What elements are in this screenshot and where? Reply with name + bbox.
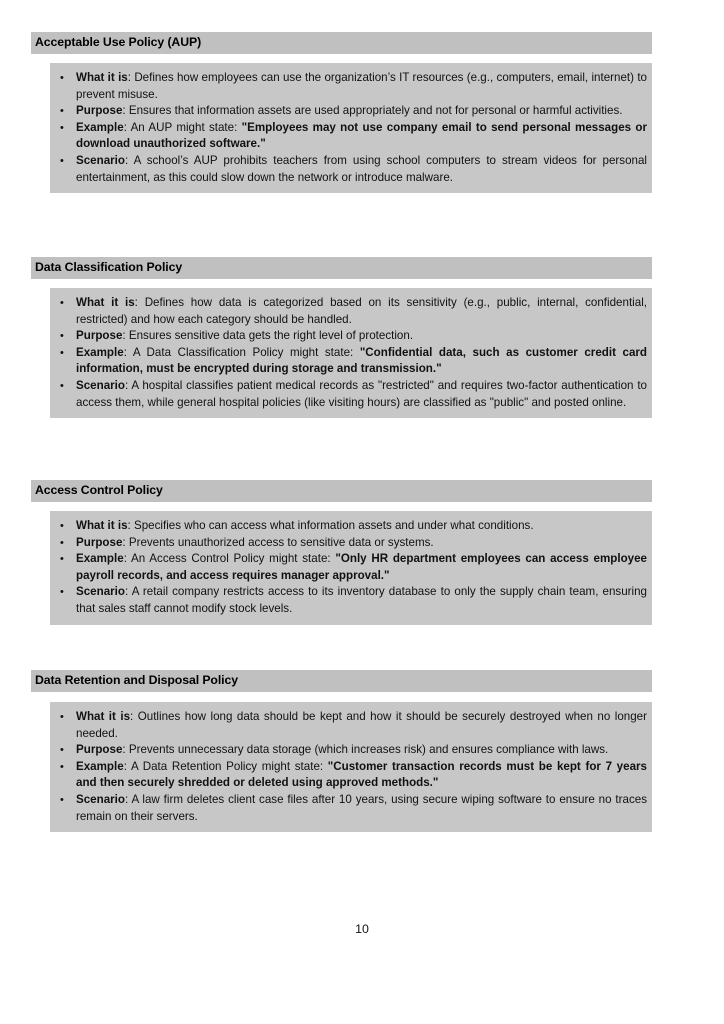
bullet-icon: • xyxy=(60,346,64,359)
list-item xyxy=(50,153,648,186)
list-item xyxy=(50,551,648,584)
bullet-text: Specifies who can access what information assets and under what conditions. xyxy=(133,519,534,532)
bullet-icon: • xyxy=(60,586,64,599)
bullet-separator: : xyxy=(130,710,138,723)
bullet-separator: : xyxy=(123,345,133,359)
bullet-quote: "Customer transaction records must be kept for 7 years and then securely shredded or deleted using approved methods." xyxy=(76,759,647,790)
bullet-label: Example xyxy=(76,552,124,566)
list-item xyxy=(50,759,648,792)
list-item xyxy=(50,792,648,825)
bullet-list xyxy=(50,70,648,186)
bullet-label: Purpose xyxy=(76,535,123,549)
list-item xyxy=(50,518,648,535)
bullet-icon: • xyxy=(60,793,64,806)
section-body-access-control-policy xyxy=(50,511,652,625)
bullet-icon: • xyxy=(60,72,64,84)
bullet-text: Defines how employees can use the organization’s IT resources (e.g., computers, email, internet) to prevent misuse. xyxy=(76,71,647,101)
bullet-quote: "Employees may not use company email to send personal messages or download unauthorized software." xyxy=(76,120,647,151)
list-item xyxy=(50,378,648,411)
bullet-separator: : xyxy=(122,104,129,118)
bullet-text: A Data Classification Policy might state: xyxy=(132,345,360,359)
bullet-separator: : xyxy=(124,153,134,167)
bullet-label: What it is xyxy=(76,710,131,723)
bullet-separator: : xyxy=(123,120,131,134)
bullet-separator: : xyxy=(122,329,129,343)
bullet-text: A hospital classifies patient medical records as "restricted" and requires two-factor authentication to access them, while general hospital policies (like visiting hours) are classified as "public" and posted online. xyxy=(76,378,647,409)
bullet-icon: • xyxy=(60,744,64,757)
list-item xyxy=(50,584,648,617)
list-item xyxy=(50,328,648,345)
bullet-separator: : xyxy=(124,585,132,599)
bullet-text: An Access Control Policy might state: xyxy=(131,552,336,566)
bullet-icon: • xyxy=(60,330,64,343)
bullet-label: Example xyxy=(76,120,124,134)
section-heading-acceptable-use-policy: Acceptable Use Policy (AUP) xyxy=(31,32,652,54)
bullet-text: Ensures sensitive data gets the right level of protection. xyxy=(128,329,414,343)
bullet-icon: • xyxy=(60,121,64,134)
bullet-text: Outlines how long data should be kept and how it should be securely destroyed when no longer needed. xyxy=(76,710,647,740)
section-body-acceptable-use-policy xyxy=(50,63,652,193)
bullet-text: Defines how data is categorized based on its sensitivity (e.g., public, internal, confidential, restricted) and how each category should be handled. xyxy=(76,296,647,326)
bullet-icon: • xyxy=(60,553,64,566)
section-body-data-classification-policy xyxy=(50,288,652,418)
bullet-separator: : xyxy=(123,759,131,773)
bullet-label: Purpose xyxy=(76,329,123,343)
section-heading-data-retention-and-disposal-policy: Data Retention and Disposal Policy xyxy=(31,670,652,692)
bullet-text: A Data Retention Policy might state: xyxy=(130,759,328,773)
bullet-icon: • xyxy=(60,711,64,723)
bullet-quote: "Only HR department employees can access employee payroll records, and access requires manager approval." xyxy=(76,552,647,582)
bullet-label: Scenario xyxy=(76,792,125,806)
bullet-separator: : xyxy=(124,792,132,806)
bullet-icon: • xyxy=(60,154,64,167)
bullet-separator: : xyxy=(124,378,132,392)
section-body-data-retention-and-disposal-policy xyxy=(50,702,652,832)
bullet-icon: • xyxy=(60,760,64,773)
bullet-separator: : xyxy=(123,552,132,566)
list-item xyxy=(50,535,648,552)
bullet-text: A law firm deletes client case files after 10 years, using secure wiping software to ensure no traces remain on their servers. xyxy=(76,792,647,823)
bullet-quote: "Confidential data, such as customer credit card information, must be encrypted during storage and transmission." xyxy=(76,345,647,376)
bullet-text: Ensures that information assets are used appropriately and not for personal or harmful activities. xyxy=(128,104,623,118)
bullet-label: What it is xyxy=(76,71,128,84)
section-heading-access-control-policy: Access Control Policy xyxy=(31,480,652,502)
bullet-icon: • xyxy=(60,297,64,309)
bullet-label: Scenario xyxy=(76,153,125,167)
list-item xyxy=(50,120,648,153)
bullet-separator: : xyxy=(134,296,145,309)
bullet-text: An AUP might state: xyxy=(130,120,242,134)
bullet-separator: : xyxy=(122,743,129,757)
bullet-text: Prevents unnecessary data storage (which increases risk) and ensures compliance with laws. xyxy=(128,743,609,757)
bullet-separator: : xyxy=(127,519,134,532)
bullet-icon: • xyxy=(60,105,64,118)
section-heading-data-classification-policy: Data Classification Policy xyxy=(31,257,652,279)
bullet-label: Scenario xyxy=(76,585,125,599)
bullet-label: Scenario xyxy=(76,378,125,392)
bullet-separator: : xyxy=(122,535,129,549)
list-item xyxy=(50,295,648,328)
list-item xyxy=(50,345,648,378)
list-item xyxy=(50,70,648,103)
bullet-label: Purpose xyxy=(76,104,123,118)
bullet-text: A school’s AUP prohibits teachers from using school computers to stream videos for personal entertainment, as this could slow down the network or introduce malware. xyxy=(76,153,647,184)
bullet-list xyxy=(50,518,648,618)
bullet-icon: • xyxy=(60,379,64,392)
list-item xyxy=(50,709,648,742)
page-number: 10 xyxy=(355,922,369,936)
bullet-label: What it is xyxy=(76,519,128,532)
bullet-label: What it is xyxy=(76,296,135,309)
bullet-label: Purpose xyxy=(76,743,123,757)
list-item xyxy=(50,742,648,759)
bullet-label: Example xyxy=(76,759,124,773)
bullet-text: A retail company restricts access to its inventory database to only the supply chain team, ensuring that sales staff cannot modify stock levels. xyxy=(76,585,647,615)
bullet-list xyxy=(50,709,648,825)
bullet-label: Example xyxy=(76,345,124,359)
list-item xyxy=(50,103,648,120)
bullet-list xyxy=(50,295,648,411)
bullet-separator: : xyxy=(127,71,135,84)
bullet-icon: • xyxy=(60,520,64,532)
bullet-icon: • xyxy=(60,536,64,549)
bullet-text: Prevents unauthorized access to sensitive data or systems. xyxy=(128,535,434,549)
